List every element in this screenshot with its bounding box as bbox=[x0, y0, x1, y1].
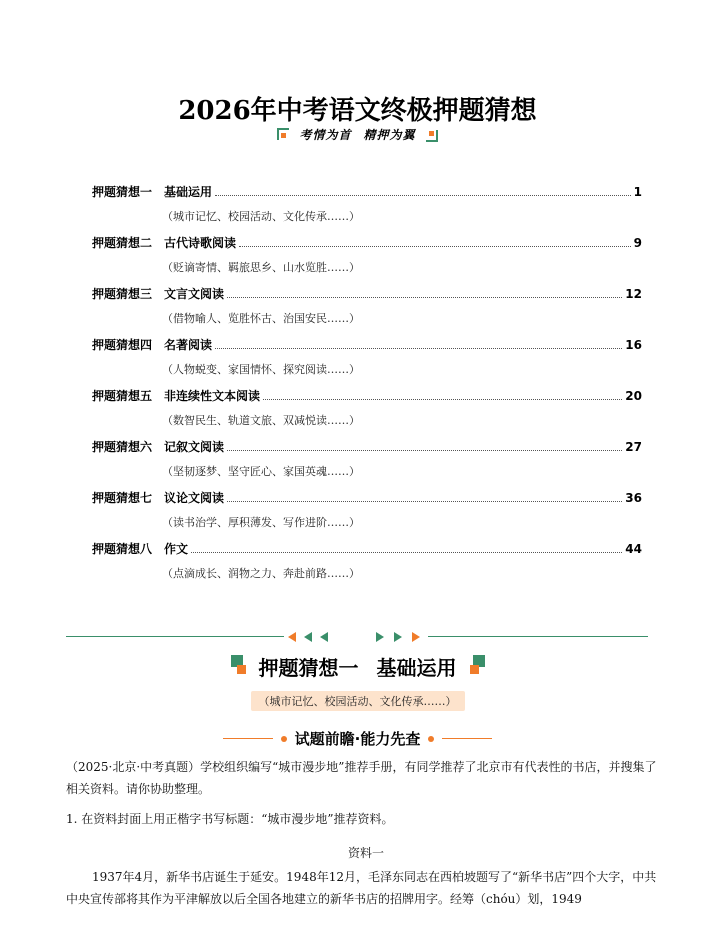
toc-leader bbox=[227, 440, 622, 451]
section-title bbox=[259, 652, 457, 681]
dot-icon bbox=[281, 736, 287, 742]
section-label: 押题猜想一 bbox=[258, 656, 359, 680]
toc-leader bbox=[227, 287, 622, 298]
section-name: 基础运用 bbox=[376, 656, 457, 680]
arrow-right-icon bbox=[394, 632, 402, 642]
toc-label: 押题猜想七 bbox=[92, 491, 153, 505]
subtitle-box bbox=[277, 126, 437, 143]
toc-sub: （城市记忆、校园活动、文化传承……） bbox=[162, 210, 360, 223]
arrow-left-icon bbox=[288, 632, 296, 642]
toc-sub: （数智民生、轨道文旅、双减悦读……） bbox=[162, 414, 360, 427]
toc-sub: （读书治学、厚积薄发、写作进阶……） bbox=[162, 516, 360, 529]
preview-line-left bbox=[223, 738, 273, 739]
toc-page: 16 bbox=[625, 338, 642, 352]
toc-name: 古代诗歌阅读 bbox=[164, 236, 237, 250]
section-divider bbox=[66, 632, 648, 642]
toc-item[interactable] bbox=[92, 489, 642, 533]
section-topics bbox=[0, 690, 715, 711]
toc-label: 押题猜想六 bbox=[92, 440, 153, 454]
material-text: 1937年4月，新华书店诞生于延安。1948年12月，毛泽东同志在西柏坡题写了“新华书店”四个大字，中共中央宣传部将其作为平津解放以后全国各地建立的新华书店的招牌用字。经筹（chóu）划，1949 bbox=[66, 870, 657, 906]
toc-name: 作文 bbox=[164, 542, 189, 556]
toc-item[interactable] bbox=[92, 234, 642, 278]
toc-sub: （贬谪寄情、羁旅思乡、山水览胜……） bbox=[162, 261, 360, 274]
toc-label: 押题猜想三 bbox=[92, 287, 153, 301]
toc-item[interactable] bbox=[92, 387, 642, 431]
toc-page: 12 bbox=[625, 287, 642, 301]
toc-leader bbox=[215, 185, 631, 196]
toc-leader bbox=[239, 236, 631, 247]
toc-item[interactable] bbox=[92, 183, 642, 227]
arrow-left-icon bbox=[304, 632, 312, 642]
material-heading: 资料一 bbox=[347, 846, 384, 860]
toc-name: 记叙文阅读 bbox=[164, 440, 225, 454]
toc-label: 押题猜想五 bbox=[92, 389, 153, 403]
toc-page: 44 bbox=[625, 542, 642, 556]
section-heading bbox=[0, 652, 715, 683]
toc-sub: （点滴成长、润物之力、奔赴前路……） bbox=[162, 567, 360, 580]
subtitle-left: 考情为首 bbox=[299, 128, 352, 142]
divider-line-left bbox=[66, 636, 284, 637]
corner-deco-icon bbox=[465, 655, 485, 679]
toc-page: 36 bbox=[625, 491, 642, 505]
toc-label: 押题猜想一 bbox=[92, 185, 153, 199]
toc-item[interactable] bbox=[92, 336, 642, 380]
arrow-right-icon bbox=[376, 632, 384, 642]
toc-item[interactable] bbox=[92, 540, 642, 584]
subtitle bbox=[0, 126, 715, 146]
toc-name: 基础运用 bbox=[164, 185, 213, 199]
toc-leader bbox=[191, 542, 622, 553]
toc-page: 27 bbox=[625, 440, 642, 454]
toc-label: 押题猜想四 bbox=[92, 338, 153, 352]
bracket-left-icon bbox=[277, 128, 289, 142]
toc-sub: （人物蜕变、家国情怀、探究阅读……） bbox=[162, 363, 360, 376]
toc-sub: （借物喻人、览胜怀古、治国安民……） bbox=[162, 312, 360, 325]
question-intro: （2025·北京·中考真题）学校组织编写“城市漫步地”推荐手册，有同学推荐了北京市有代表性的书店，并搜集了相关资料。请你协助整理。 bbox=[66, 760, 657, 796]
table-of-contents bbox=[92, 183, 642, 591]
preview-heading bbox=[0, 724, 715, 749]
preview-title: 试题前瞻·能力先查 bbox=[294, 730, 421, 748]
toc-name: 名著阅读 bbox=[164, 338, 213, 352]
toc-item[interactable] bbox=[92, 285, 642, 329]
subtitle-right: 精押为翼 bbox=[363, 128, 416, 142]
page-title: 2026年中考语文终极押题猜想 bbox=[178, 96, 537, 126]
toc-leader bbox=[215, 338, 622, 349]
subtitle-text bbox=[293, 126, 421, 143]
arrow-left-icon bbox=[320, 632, 328, 642]
corner-deco-icon bbox=[231, 655, 251, 679]
toc-label: 押题猜想二 bbox=[92, 236, 153, 250]
toc-page: 9 bbox=[633, 236, 642, 250]
toc-leader bbox=[263, 389, 622, 400]
toc-page: 1 bbox=[633, 185, 642, 199]
toc-name: 非连续性文本阅读 bbox=[164, 389, 261, 403]
toc-item[interactable] bbox=[92, 438, 642, 482]
toc-name: 文言文阅读 bbox=[164, 287, 225, 301]
dot-icon bbox=[428, 736, 434, 742]
toc-sub: （坚韧逐梦、坚守匠心、家国英魂……） bbox=[162, 465, 360, 478]
toc-leader bbox=[227, 491, 622, 502]
bracket-right-icon bbox=[426, 128, 438, 142]
toc-page: 20 bbox=[625, 389, 642, 403]
section-topics-pill: （城市记忆、校园活动、文化传承……） bbox=[251, 691, 465, 711]
divider-line-right bbox=[428, 636, 648, 637]
preview-line-right bbox=[442, 738, 492, 739]
toc-name: 议论文阅读 bbox=[164, 491, 225, 505]
toc-label: 押题猜想八 bbox=[92, 542, 153, 556]
arrow-right-icon bbox=[412, 632, 420, 642]
question-item: 1. 在资料封面上用正楷字书写标题：“城市漫步地”推荐资料。 bbox=[66, 812, 394, 826]
